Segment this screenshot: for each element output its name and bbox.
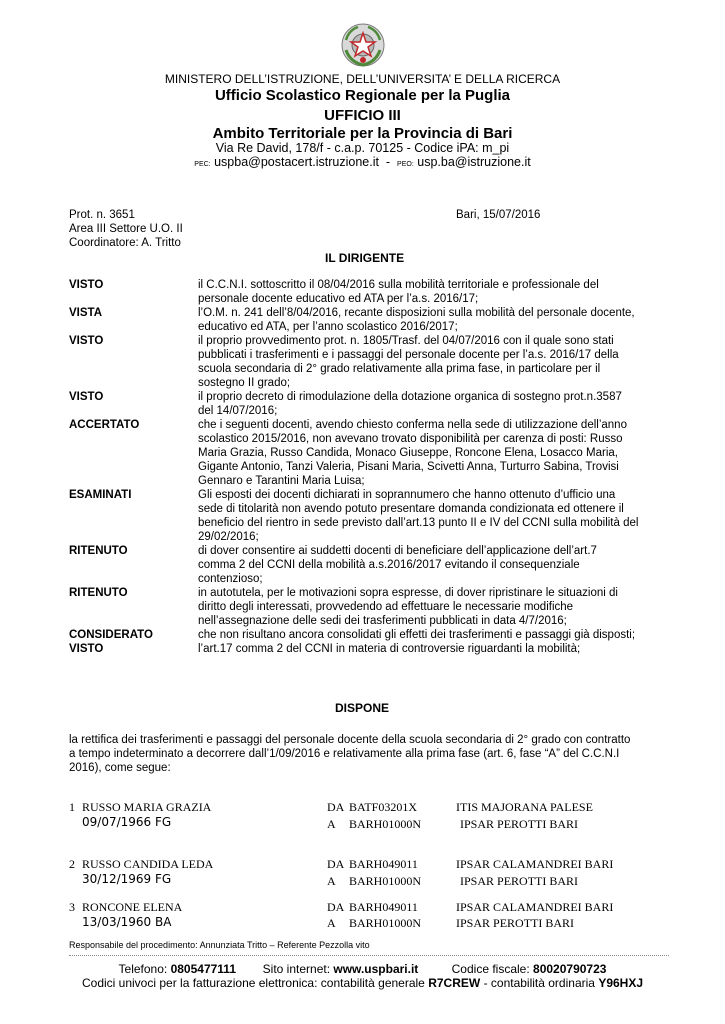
teacher-name: RONCONE ELENA — [82, 900, 183, 914]
teacher-name: RUSSO MARIA GRAZIA — [82, 800, 212, 814]
billing-codes-prefix: Codici univoci per la fatturazione elettronica: contabilità generale — [81, 976, 425, 990]
fiscal-code: 80020790723 — [533, 962, 607, 976]
from-label: DA — [327, 800, 345, 814]
consideration-label: RITENUTO — [69, 587, 128, 599]
to-school-name: IPSAR PEROTTI BARI — [460, 817, 579, 831]
general-accounting-code: R7CREW — [428, 976, 481, 990]
consideration-text: che i seguenti docenti, avendo chiesto conferma nella sede di utilizzazione dell’anno scolastico 2015/2016, non avevano trovato disponibilità per carenza di posti: Russo Maria Grazia, Russo Candida, Monaco Giuseppe, Roncone Elena, Losacco Maria, Gigante Antonio, Tanzi Valeria, Pisani Maria, Scivetti Anna, Turturro Sabina, Trovisi Gennaro e Tarantini Maria Luisa; — [198, 419, 627, 487]
email-separator: - — [385, 155, 391, 169]
dispone-heading: DISPONE — [335, 701, 390, 715]
unit-name: UFFICIO III — [324, 107, 401, 124]
teacher-birth: 13/03/1960 BA — [82, 915, 172, 929]
to-school-name: IPSAR PEROTTI BARI — [460, 874, 579, 888]
to-school-code: BARH01000N — [349, 916, 422, 930]
to-school-code: BARH01000N — [349, 874, 422, 888]
consideration-text: Gli esposti dei docenti dichiarati in soprannumero che hanno ottenuto d’ufficio una sede di titolarità non avendo potuto presentare domanda condizionata ed ottenere il beneficio del rientro in sede previsto dall’art.13 punto II e IV del CCNI sulla mobilità del 29/02/2016; — [198, 489, 639, 543]
consideration-label: ESAMINATI — [69, 489, 132, 501]
from-school-code: BARH049011 — [349, 900, 418, 914]
pec-email[interactable]: uspba@postacert.istruzione.it — [214, 155, 379, 169]
ambito-name: Ambito Territoriale per la Provincia di Bari — [212, 125, 513, 142]
consideration-label: VISTA — [69, 307, 103, 319]
footer-billing-codes — [0, 976, 725, 990]
consideration-label: VISTO — [69, 643, 104, 655]
website-label: Sito internet: — [262, 962, 331, 976]
consideration-label: ACCERTATO — [69, 419, 140, 431]
from-school-code: BATF03201X — [349, 800, 418, 814]
to-school-name: IPSAR PEROTTI BARI — [456, 916, 575, 930]
billing-codes-mid: - contabilità ordinaria — [483, 976, 595, 990]
teacher-number: 2 — [69, 857, 75, 871]
peo-label: PEO: — [397, 161, 414, 168]
teacher-name: RUSSO CANDIDA LEDA — [82, 857, 214, 871]
consideration-text: di dover consentire ai suddetti docenti di beneficiare dell’applicazione dell’art.7 comma 2 del CCNI della mobilità a.s.2016/2017 evitando il consequenziale contenzioso; — [198, 545, 597, 585]
phone-number: 0805477111 — [170, 962, 236, 976]
consideration-text: in autotutela, per le motivazioni sopra espresse, di dover ripristinare le situazioni di diritto degli interessati, provvedendo ad effettuare le necessarie modifiche nell’assegnazione delle sedi dei trasferimenti pubblicati in data 4/7/2016; — [198, 587, 618, 627]
footer-divider — [69, 955, 669, 956]
consideration-text: che non risultano ancora consolidati gli effetti dei trasferimenti e passaggi già disposti; — [198, 629, 636, 641]
consideration-text: il C.C.N.I. sottoscritto il 08/04/2016 sulla mobilità territoriale e professionale del personale docente educativo ed ATA per l’a.s. 2016/17; — [198, 279, 599, 305]
pec-label: PEC: — [194, 161, 211, 168]
website-link[interactable]: www.uspbari.it — [333, 962, 419, 976]
from-school-code: BARH049011 — [349, 857, 418, 871]
to-school-code: BARH01000N — [349, 817, 422, 831]
area-sector: Area III Settore U.O. II — [69, 223, 183, 235]
ministry-name: MINISTERO DELL’ISTRUZIONE, DELL’UNIVERSITA’ E DELLA RICERCA — [164, 72, 561, 86]
peo-email[interactable]: usp.ba@istruzione.it — [417, 155, 531, 169]
ordinary-accounting-code: Y96HXJ — [598, 976, 644, 990]
procedure-responsible: Responsabile del procedimento: Annunziata Tritto – Referente Pezzolla vito — [69, 940, 370, 950]
place-date: Bari, 15/07/2016 — [456, 209, 541, 221]
teacher-birth: 09/07/1966 FG — [82, 815, 172, 829]
teacher-number: 3 — [69, 900, 75, 914]
to-label: A — [327, 874, 336, 888]
consideration-text: l’art.17 comma 2 del CCNI in materia di controversie riguardanti la mobilità; — [198, 643, 581, 655]
contact-emails — [0, 155, 725, 169]
teacher-birth: 30/12/1969 FG — [82, 872, 172, 886]
fiscal-code-label: Codice fiscale: — [451, 962, 530, 976]
coordinator: Coordinatore: A. Tritto — [69, 237, 181, 249]
consideration-text: l’O.M. n. 241 dell’8/04/2016, recante disposizioni sulla mobilità del personale docente, educativo ed ATA, per l’anno scolastico 2016/2017; — [198, 307, 635, 333]
phone-label: Telefono: — [118, 962, 168, 976]
to-label: A — [327, 916, 336, 930]
from-label: DA — [327, 857, 345, 871]
protocol-number: Prot. n. 3651 — [69, 209, 135, 221]
to-label: A — [327, 817, 336, 831]
italian-republic-emblem-icon — [340, 22, 386, 68]
from-school-name: IPSAR CALAMANDREI BARI — [456, 900, 614, 914]
consideration-label: VISTO — [69, 391, 104, 403]
dirigente-heading: IL DIRIGENTE — [325, 251, 405, 265]
consideration-label: VISTO — [69, 335, 104, 347]
from-label: DA — [327, 900, 345, 914]
office-name: Ufficio Scolastico Regionale per la Puglia — [214, 87, 511, 104]
from-school-name: ITIS MAJORANA PALESE — [456, 800, 593, 814]
consideration-label: CONSIDERATO — [69, 629, 153, 641]
footer-contacts — [0, 962, 725, 976]
teacher-number: 1 — [69, 800, 75, 814]
consideration-label: RITENUTO — [69, 545, 128, 557]
office-address: Via Re David, 178/f - c.a.p. 70125 - Codice iPA: m_pi — [215, 141, 510, 155]
consideration-label: VISTO — [69, 279, 104, 291]
consideration-text: il proprio decreto di rimodulazione della dotazione organica di sostegno prot.n.3587 del 14/07/2016; — [198, 391, 622, 417]
consideration-text: il proprio provvedimento prot. n. 1805/Trasf. del 04/07/2016 con il quale sono stati pubblicati i trasferimenti e i passaggi del personale docente per l’a.s. 2016/17 della scuola secondaria di 2° grado relativamente alla prima fase, in particolare per il sostegno II grado; — [198, 335, 619, 389]
from-school-name: IPSAR CALAMANDREI BARI — [456, 857, 614, 871]
dispone-text: la rettifica dei trasferimenti e passaggi del personale docente della scuola secondaria di 2° grado con contratto a tempo indeterminato a decorrere dall’1/09/2016 e relativamente alla prima fase (art. 6, fase “A” del C.C.N.I 2016), come segue: — [69, 734, 631, 774]
